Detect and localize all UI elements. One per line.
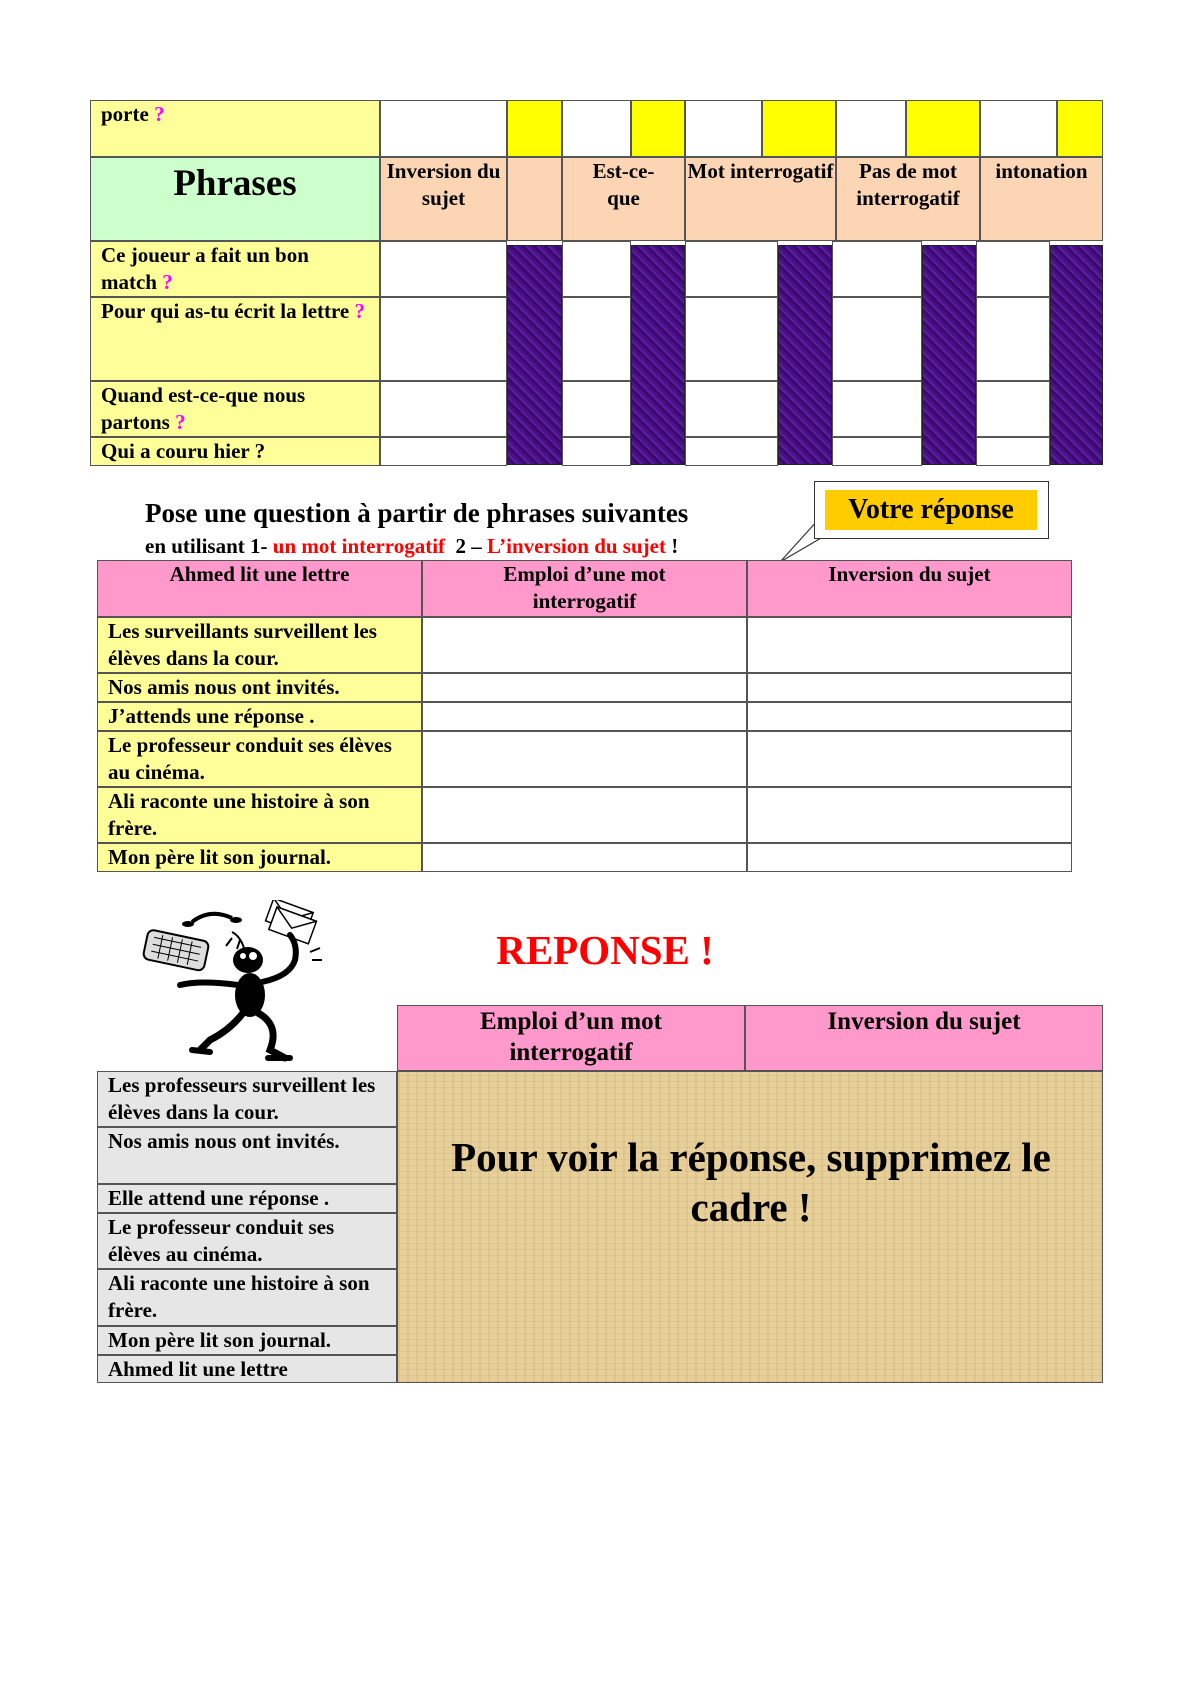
- answer-cell[interactable]: [380, 437, 507, 466]
- question-mark: ?: [162, 270, 173, 294]
- answer-cell[interactable]: [980, 100, 1057, 157]
- callout-label: Votre réponse: [825, 490, 1037, 530]
- answer-cell[interactable]: [685, 381, 778, 437]
- answer-cell[interactable]: [685, 100, 762, 157]
- answer-cell[interactable]: [562, 297, 631, 381]
- answer-title: REPONSE !: [496, 927, 714, 973]
- instruction-part: 2 –: [455, 534, 482, 558]
- answer-cell[interactable]: [976, 297, 1050, 381]
- answer-cell[interactable]: [685, 297, 778, 381]
- row-text: Qui a couru hier ?: [101, 439, 266, 463]
- cover-bar[interactable]: [507, 245, 562, 465]
- instruction-line: [145, 533, 678, 559]
- answer-row-6: Mon père lit son journal.: [97, 1326, 397, 1355]
- answer-cell[interactable]: [832, 381, 922, 437]
- table2-row-4: Le professeur conduit ses élèves au cinéma.: [97, 731, 422, 787]
- answer-cover-text: Pour voir la réponse, supprimez le cadre !: [451, 1134, 1051, 1230]
- answer-cell[interactable]: [422, 843, 747, 872]
- answer-cell[interactable]: [836, 100, 906, 157]
- answer-cell[interactable]: [380, 100, 507, 157]
- question-mark: ?: [154, 102, 165, 126]
- table2-header-2: Emploi d’une mot interrogatif: [422, 560, 747, 617]
- table1-row-3: [90, 381, 380, 437]
- answer-cover-frame[interactable]: [397, 1071, 1103, 1383]
- answer-row-5: Ali raconte une histoire à son frère.: [97, 1269, 397, 1326]
- row-text: Quand est-ce-que nous partons: [101, 383, 306, 434]
- table2-row-6: Mon père lit son journal.: [97, 843, 422, 872]
- header-phrases: Phrases: [90, 157, 380, 241]
- answer-row-3: Elle attend une réponse .: [97, 1184, 397, 1213]
- answer-cell[interactable]: [562, 100, 631, 157]
- answer-cell[interactable]: [685, 241, 778, 297]
- marker-cell: [1057, 100, 1103, 157]
- answer-cell[interactable]: [747, 843, 1072, 872]
- table2-header-1: Ahmed lit une lettre: [97, 560, 422, 617]
- header-pas-de-mot: Pas de mot interrogatif: [836, 157, 980, 241]
- answer-cell[interactable]: [747, 673, 1072, 702]
- answer-cell[interactable]: [747, 617, 1072, 673]
- question-mark: ?: [354, 299, 366, 323]
- instruction-highlight: un mot interrogatif: [272, 534, 446, 558]
- cover-bar[interactable]: [1050, 245, 1103, 465]
- answer-cell[interactable]: [422, 702, 747, 731]
- answer-header-2: Inversion du sujet: [745, 1005, 1103, 1071]
- row-text: Ce joueur a fait un bon match: [101, 243, 309, 294]
- answer-cell[interactable]: [747, 702, 1072, 731]
- marker-cell: [906, 100, 980, 157]
- answer-cell[interactable]: [747, 731, 1072, 787]
- instruction-title: Pose une question à partir de phrases suivantes: [145, 498, 689, 528]
- answer-cell[interactable]: [747, 787, 1072, 843]
- table1-row-4: [90, 437, 380, 466]
- answer-cell[interactable]: [422, 731, 747, 787]
- instruction-highlight: L’inversion du sujet: [487, 534, 666, 558]
- answer-cell[interactable]: [832, 437, 922, 466]
- answer-cell[interactable]: [380, 381, 507, 437]
- answer-row-7: Ahmed lit une lettre: [97, 1355, 397, 1383]
- table2-row-2: Nos amis nous ont invités.: [97, 673, 422, 702]
- answer-cell[interactable]: [685, 437, 778, 466]
- cover-bar[interactable]: [778, 245, 832, 465]
- table1-row-2: [90, 297, 380, 381]
- answer-cell[interactable]: [562, 241, 631, 297]
- marker-cell: [631, 100, 685, 157]
- header-spacer: [507, 157, 562, 241]
- answer-cell[interactable]: [380, 241, 507, 297]
- answer-cell[interactable]: [976, 437, 1050, 466]
- cover-bar[interactable]: [922, 245, 976, 465]
- callout-box: [814, 481, 1049, 539]
- table2-row-3: J’attends une réponse .: [97, 702, 422, 731]
- answer-cell[interactable]: [832, 241, 922, 297]
- answer-cell[interactable]: [976, 381, 1050, 437]
- table1-row0-label: [90, 100, 380, 157]
- answer-cell[interactable]: [976, 241, 1050, 297]
- answer-cell[interactable]: [422, 617, 747, 673]
- answer-cell[interactable]: [380, 297, 507, 381]
- row-text: Pour qui as-tu écrit la lettre: [101, 299, 350, 323]
- answer-row-4: Le professeur conduit ses élèves au cinéma.: [97, 1213, 397, 1269]
- answer-cell[interactable]: [562, 381, 631, 437]
- header-estceque: Est-ce-que: [562, 157, 685, 241]
- marker-cell: [507, 100, 562, 157]
- header-inversion: Inversion du sujet: [380, 157, 507, 241]
- juggling-figure-icon: [140, 900, 350, 1065]
- answer-cell[interactable]: [562, 437, 631, 466]
- table2-row-5: Ali raconte une histoire à son frère.: [97, 787, 422, 843]
- answer-header-1: Emploi d’un mot interrogatif: [397, 1005, 745, 1071]
- marker-cell: [762, 100, 836, 157]
- answer-cell[interactable]: [422, 787, 747, 843]
- table2-header-3: Inversion du sujet: [747, 560, 1072, 617]
- instruction-part: !: [671, 534, 679, 558]
- question-mark: ?: [175, 410, 186, 434]
- cover-bar[interactable]: [631, 245, 685, 465]
- answer-cell[interactable]: [832, 297, 922, 381]
- table1-row-1: [90, 241, 380, 297]
- header-intonation: intonation: [980, 157, 1103, 241]
- header-mot-interrogatif: Mot interrogatif: [685, 157, 836, 241]
- instruction-part: en utilisant 1-: [145, 534, 268, 558]
- table2-row-1: Les surveillants surveillent les élèves dans la cour.: [97, 617, 422, 673]
- row0-text: porte: [101, 102, 149, 126]
- answer-cell[interactable]: [422, 673, 747, 702]
- answer-row-1: Les professeurs surveillent les élèves dans la cour.: [97, 1071, 397, 1127]
- answer-row-2: Nos amis nous ont invités.: [97, 1127, 397, 1184]
